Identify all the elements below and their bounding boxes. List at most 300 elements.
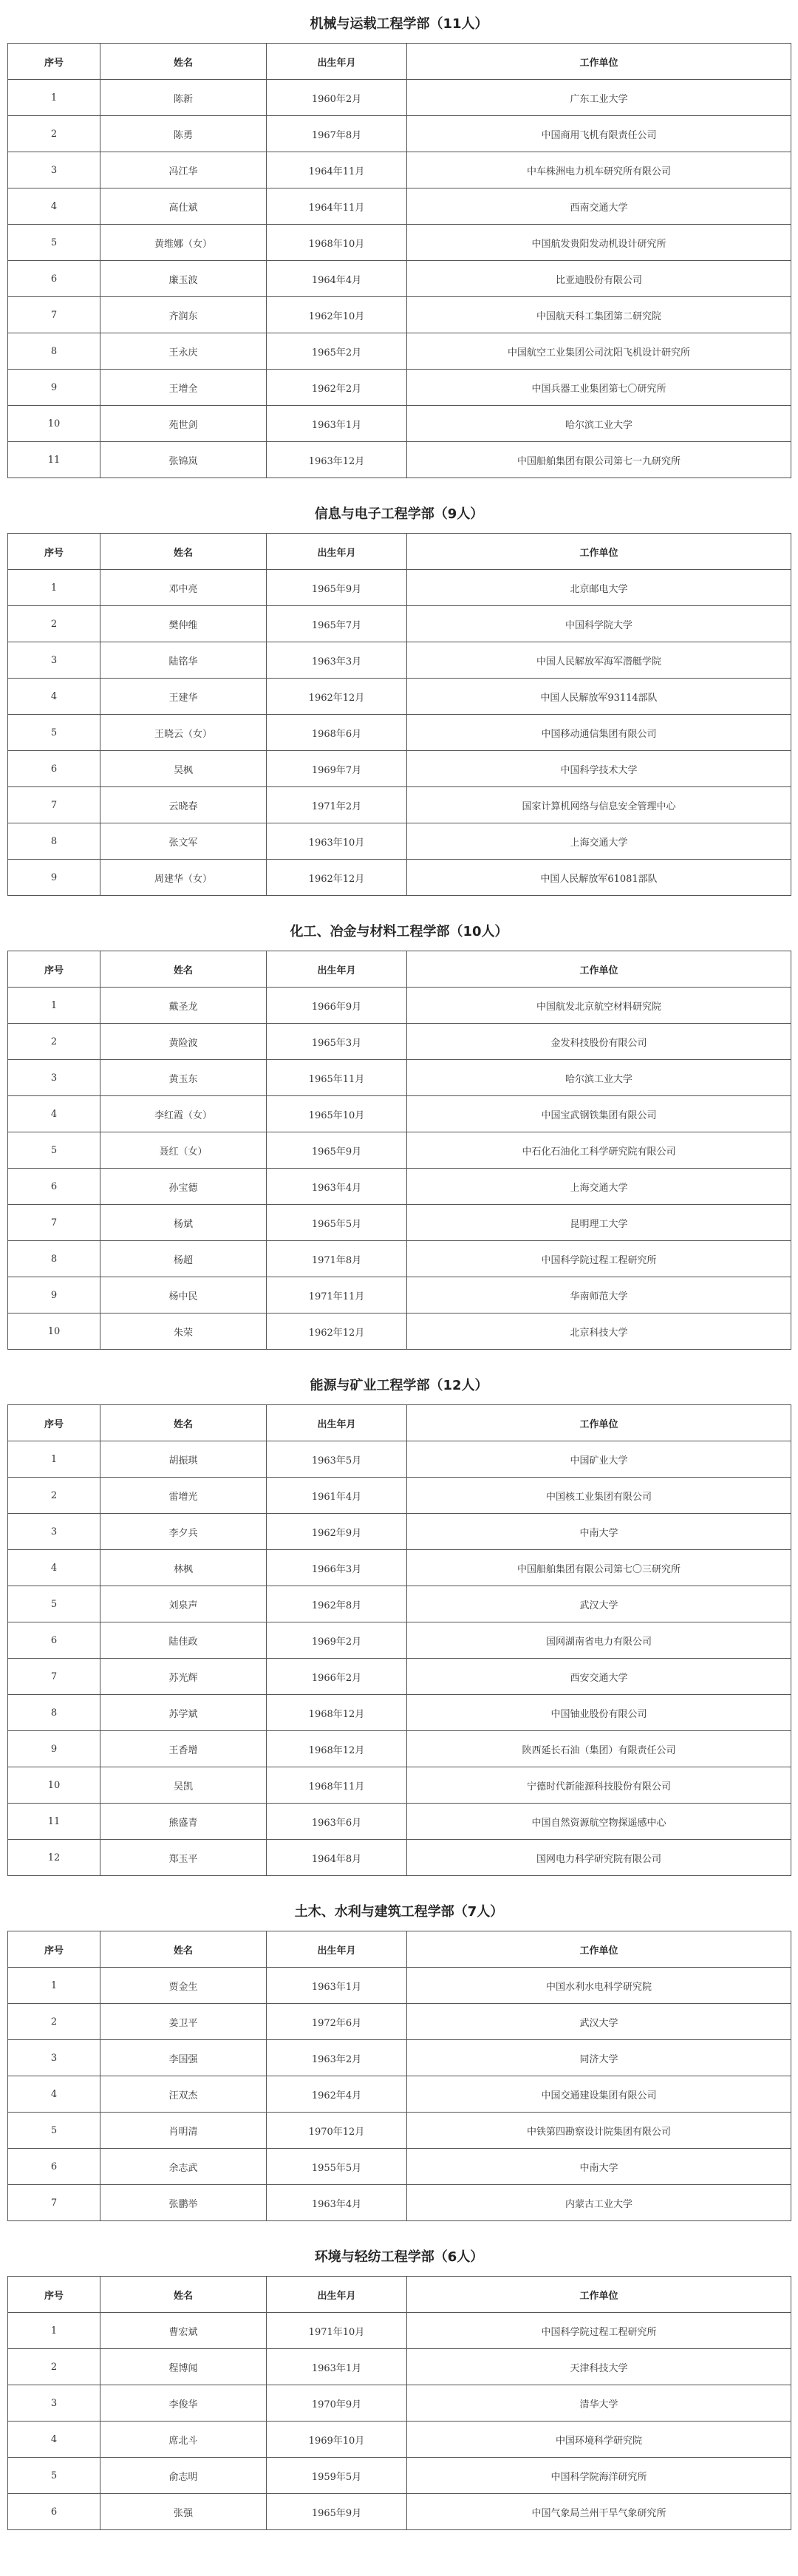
cell-employer: 内蒙古工业大学 (407, 2185, 791, 2221)
cell-name: 杨斌 (100, 1205, 267, 1241)
header-name: 姓名 (100, 44, 267, 80)
cell-employer: 中国人民解放军93114部队 (407, 679, 791, 715)
cell-index: 7 (8, 1659, 100, 1695)
header-employer: 工作单位 (407, 534, 791, 570)
cell-birth: 1961年4月 (267, 1478, 407, 1514)
cell-index: 4 (8, 1550, 100, 1586)
cell-index: 5 (8, 2113, 100, 2149)
section (0, 1375, 798, 1876)
cell-birth: 1971年10月 (267, 2313, 407, 2349)
cell-birth: 1963年1月 (267, 1968, 407, 2004)
cell-name: 聂红（女） (100, 1132, 267, 1169)
cell-employer: 中国铀业股份有限公司 (407, 1695, 791, 1731)
cell-employer: 北京科技大学 (407, 1314, 791, 1350)
cell-birth: 1968年10月 (267, 225, 407, 261)
cell-index: 1 (8, 988, 100, 1024)
cell-index: 7 (8, 297, 100, 333)
cell-employer: 北京邮电大学 (407, 570, 791, 606)
cell-birth: 1969年7月 (267, 751, 407, 787)
header-name: 姓名 (100, 1405, 267, 1441)
table-row (8, 1060, 791, 1096)
section (0, 1901, 798, 2221)
cell-employer: 中国自然资源航空物探遥感中心 (407, 1804, 791, 1840)
cell-employer: 中国宝武钢铁集团有限公司 (407, 1096, 791, 1132)
table-row (8, 80, 791, 116)
cell-name: 樊仲维 (100, 606, 267, 642)
cell-index: 6 (8, 2494, 100, 2530)
cell-employer: 中国移动通信集团有限公司 (407, 715, 791, 751)
cell-name: 苏学斌 (100, 1695, 267, 1731)
cell-employer: 中南大学 (407, 1514, 791, 1550)
cell-birth: 1968年12月 (267, 1731, 407, 1767)
cell-name: 陆佳政 (100, 1622, 267, 1659)
cell-index: 7 (8, 787, 100, 823)
cell-birth: 1970年12月 (267, 2113, 407, 2149)
table-row (8, 1804, 791, 1840)
cell-birth: 1972年6月 (267, 2004, 407, 2040)
cell-index: 2 (8, 116, 100, 152)
cell-birth: 1965年9月 (267, 570, 407, 606)
table-row (8, 1622, 791, 1659)
cell-birth: 1965年2月 (267, 333, 407, 370)
header-employer: 工作单位 (407, 1931, 791, 1968)
cell-name: 张锦岚 (100, 442, 267, 478)
cell-name: 张文军 (100, 823, 267, 860)
table-row (8, 188, 791, 225)
table-row (8, 2494, 791, 2530)
header-employer: 工作单位 (407, 2277, 791, 2313)
cell-index: 7 (8, 1205, 100, 1241)
cell-birth: 1963年10月 (267, 823, 407, 860)
cell-name: 王香增 (100, 1731, 267, 1767)
cell-index: 4 (8, 2422, 100, 2458)
table-row (8, 2185, 791, 2221)
cell-employer: 哈尔滨工业大学 (407, 406, 791, 442)
header-birth: 出生年月 (267, 44, 407, 80)
roster-table (7, 43, 791, 478)
table-row (8, 860, 791, 896)
cell-name: 贾金生 (100, 1968, 267, 2004)
header-name: 姓名 (100, 1931, 267, 1968)
cell-birth: 1971年11月 (267, 1277, 407, 1314)
table-row (8, 152, 791, 188)
table-row (8, 1659, 791, 1695)
header-row (8, 44, 791, 80)
cell-index: 3 (8, 152, 100, 188)
table-row (8, 116, 791, 152)
roster-table (7, 1404, 791, 1876)
cell-birth: 1962年9月 (267, 1514, 407, 1550)
cell-name: 高仕斌 (100, 188, 267, 225)
header-index: 序号 (8, 951, 100, 988)
cell-birth: 1970年9月 (267, 2385, 407, 2422)
table-row (8, 1096, 791, 1132)
table-row (8, 715, 791, 751)
cell-employer: 国家计算机网络与信息安全管理中心 (407, 787, 791, 823)
cell-employer: 西南交通大学 (407, 188, 791, 225)
cell-birth: 1966年2月 (267, 1659, 407, 1695)
cell-name: 冯江华 (100, 152, 267, 188)
section-title: 能源与矿业工程学部（12人） (310, 1378, 488, 1393)
cell-birth: 1964年4月 (267, 261, 407, 297)
cell-index: 1 (8, 2313, 100, 2349)
header-birth: 出生年月 (267, 1405, 407, 1441)
table-row (8, 2040, 791, 2076)
cell-index: 10 (8, 1314, 100, 1350)
cell-birth: 1965年7月 (267, 606, 407, 642)
table-row (8, 787, 791, 823)
cell-index: 6 (8, 1169, 100, 1205)
cell-index: 6 (8, 751, 100, 787)
cell-index: 9 (8, 860, 100, 896)
cell-birth: 1963年1月 (267, 406, 407, 442)
header-index: 序号 (8, 1405, 100, 1441)
cell-employer: 中国船舶集团有限公司第七〇三研究所 (407, 1550, 791, 1586)
header-index: 序号 (8, 1931, 100, 1968)
cell-employer: 中铁第四勘察设计院集团有限公司 (407, 2113, 791, 2149)
cell-name: 苑世剑 (100, 406, 267, 442)
cell-employer: 中国水利水电科学研究院 (407, 1968, 791, 2004)
cell-employer: 武汉大学 (407, 1586, 791, 1622)
cell-index: 7 (8, 2185, 100, 2221)
cell-employer: 中国船舶集团有限公司第七一九研究所 (407, 442, 791, 478)
cell-birth: 1966年3月 (267, 1550, 407, 1586)
section (0, 921, 798, 1350)
cell-birth: 1968年6月 (267, 715, 407, 751)
cell-index: 3 (8, 2040, 100, 2076)
cell-employer: 华南师范大学 (407, 1277, 791, 1314)
cell-birth: 1960年2月 (267, 80, 407, 116)
cell-employer: 中国兵器工业集团第七〇研究所 (407, 370, 791, 406)
cell-name: 吴凯 (100, 1767, 267, 1804)
table-row (8, 2349, 791, 2385)
header-row (8, 2277, 791, 2313)
table-row (8, 1968, 791, 2004)
roster-table (7, 951, 791, 1350)
cell-birth: 1971年2月 (267, 787, 407, 823)
cell-index: 3 (8, 1060, 100, 1096)
cell-employer: 中国核工业集团有限公司 (407, 1478, 791, 1514)
cell-index: 1 (8, 570, 100, 606)
cell-employer: 同济大学 (407, 2040, 791, 2076)
cell-index: 10 (8, 406, 100, 442)
roster-table (7, 1931, 791, 2221)
section-title: 土木、水利与建筑工程学部（7人） (294, 1904, 504, 1920)
cell-index: 8 (8, 1241, 100, 1277)
header-birth: 出生年月 (267, 951, 407, 988)
cell-name: 姜卫平 (100, 2004, 267, 2040)
cell-employer: 中国商用飞机有限责任公司 (407, 116, 791, 152)
cell-name: 熊盛青 (100, 1804, 267, 1840)
cell-name: 齐润东 (100, 297, 267, 333)
cell-employer: 中国航发贵阳发动机设计研究所 (407, 225, 791, 261)
cell-employer: 中国人民解放军海军潜艇学院 (407, 642, 791, 679)
cell-employer: 昆明理工大学 (407, 1205, 791, 1241)
cell-name: 余志武 (100, 2149, 267, 2185)
cell-name: 陆铭华 (100, 642, 267, 679)
cell-employer: 中国科学院过程工程研究所 (407, 2313, 791, 2349)
cell-name: 程博闻 (100, 2349, 267, 2385)
table-row (8, 225, 791, 261)
table-row (8, 1840, 791, 1876)
cell-index: 2 (8, 1024, 100, 1060)
cell-employer: 国网湖南省电力有限公司 (407, 1622, 791, 1659)
table-row (8, 570, 791, 606)
cell-index: 3 (8, 2385, 100, 2422)
section (0, 2246, 798, 2530)
cell-name: 王晓云（女） (100, 715, 267, 751)
section (0, 503, 798, 896)
cell-employer: 中国交通建设集团有限公司 (407, 2076, 791, 2113)
table-row (8, 2076, 791, 2113)
cell-birth: 1962年4月 (267, 2076, 407, 2113)
cell-employer: 国网电力科学研究院有限公司 (407, 1840, 791, 1876)
section-title: 环境与轻纺工程学部（6人） (314, 2249, 484, 2265)
cell-employer: 武汉大学 (407, 2004, 791, 2040)
cell-employer: 中国航天科工集团第二研究院 (407, 297, 791, 333)
cell-name: 云晓春 (100, 787, 267, 823)
section-title: 化工、冶金与材料工程学部（10人） (290, 924, 508, 939)
cell-birth: 1962年8月 (267, 1586, 407, 1622)
cell-index: 4 (8, 188, 100, 225)
cell-index: 5 (8, 1132, 100, 1169)
cell-employer: 哈尔滨工业大学 (407, 1060, 791, 1096)
cell-birth: 1963年1月 (267, 2349, 407, 2385)
table-row (8, 2313, 791, 2349)
cell-index: 11 (8, 1804, 100, 1840)
cell-name: 朱荣 (100, 1314, 267, 1350)
cell-index: 10 (8, 1767, 100, 1804)
header-index: 序号 (8, 44, 100, 80)
header-birth: 出生年月 (267, 2277, 407, 2313)
table-row (8, 2458, 791, 2494)
cell-name: 曹宏斌 (100, 2313, 267, 2349)
cell-name: 李红霞（女） (100, 1096, 267, 1132)
cell-name: 周建华（女） (100, 860, 267, 896)
cell-employer: 中国科学院大学 (407, 606, 791, 642)
cell-index: 2 (8, 606, 100, 642)
cell-index: 8 (8, 823, 100, 860)
cell-birth: 1959年5月 (267, 2458, 407, 2494)
table-row (8, 1550, 791, 1586)
cell-birth: 1962年2月 (267, 370, 407, 406)
cell-employer: 广东工业大学 (407, 80, 791, 116)
table-row (8, 1132, 791, 1169)
cell-name: 林枫 (100, 1550, 267, 1586)
table-row (8, 2422, 791, 2458)
table-row (8, 679, 791, 715)
cell-index: 5 (8, 225, 100, 261)
table-row (8, 1767, 791, 1804)
cell-name: 廉玉波 (100, 261, 267, 297)
cell-birth: 1962年10月 (267, 297, 407, 333)
header-birth: 出生年月 (267, 534, 407, 570)
cell-index: 5 (8, 715, 100, 751)
cell-employer: 天津科技大学 (407, 2349, 791, 2385)
cell-index: 9 (8, 1277, 100, 1314)
cell-index: 1 (8, 1968, 100, 2004)
table-row (8, 406, 791, 442)
cell-employer: 宁德时代新能源科技股份有限公司 (407, 1767, 791, 1804)
cell-name: 王永庆 (100, 333, 267, 370)
cell-birth: 1969年2月 (267, 1622, 407, 1659)
cell-index: 9 (8, 1731, 100, 1767)
header-name: 姓名 (100, 951, 267, 988)
table-row (8, 333, 791, 370)
cell-name: 苏光辉 (100, 1659, 267, 1695)
header-index: 序号 (8, 534, 100, 570)
roster-table (7, 533, 791, 896)
cell-name: 郑玉平 (100, 1840, 267, 1876)
table-row (8, 442, 791, 478)
cell-employer: 中国科学院海洋研究所 (407, 2458, 791, 2494)
cell-employer: 金发科技股份有限公司 (407, 1024, 791, 1060)
roster-table (7, 2276, 791, 2530)
table-row (8, 1695, 791, 1731)
cell-name: 俞志明 (100, 2458, 267, 2494)
cell-index: 4 (8, 679, 100, 715)
cell-birth: 1963年2月 (267, 2040, 407, 2076)
cell-employer: 中国矿业大学 (407, 1441, 791, 1478)
cell-name: 邓中亮 (100, 570, 267, 606)
cell-name: 刘泉声 (100, 1586, 267, 1622)
cell-name: 黄玉东 (100, 1060, 267, 1096)
table-row (8, 988, 791, 1024)
cell-birth: 1965年3月 (267, 1024, 407, 1060)
cell-birth: 1962年12月 (267, 1314, 407, 1350)
cell-index: 8 (8, 1695, 100, 1731)
table-row (8, 1514, 791, 1550)
cell-employer: 中国科学技术大学 (407, 751, 791, 787)
cell-employer: 西安交通大学 (407, 1659, 791, 1695)
table-row (8, 823, 791, 860)
cell-birth: 1955年5月 (267, 2149, 407, 2185)
cell-name: 孙宝德 (100, 1169, 267, 1205)
cell-name: 王建华 (100, 679, 267, 715)
cell-birth: 1971年8月 (267, 1241, 407, 1277)
cell-employer: 中国环境科学研究院 (407, 2422, 791, 2458)
cell-index: 2 (8, 2349, 100, 2385)
cell-birth: 1963年4月 (267, 1169, 407, 1205)
cell-name: 胡振琪 (100, 1441, 267, 1478)
cell-employer: 陕西延长石油（集团）有限责任公司 (407, 1731, 791, 1767)
cell-name: 席北斗 (100, 2422, 267, 2458)
cell-employer: 中国科学院过程工程研究所 (407, 1241, 791, 1277)
cell-birth: 1965年10月 (267, 1096, 407, 1132)
cell-birth: 1964年11月 (267, 188, 407, 225)
cell-birth: 1965年9月 (267, 1132, 407, 1169)
cell-index: 12 (8, 1840, 100, 1876)
cell-employer: 清华大学 (407, 2385, 791, 2422)
table-row (8, 370, 791, 406)
cell-name: 戴圣龙 (100, 988, 267, 1024)
table-row (8, 1277, 791, 1314)
cell-birth: 1963年4月 (267, 2185, 407, 2221)
cell-index: 3 (8, 1514, 100, 1550)
header-row (8, 1405, 791, 1441)
cell-birth: 1967年8月 (267, 116, 407, 152)
table-row (8, 297, 791, 333)
cell-name: 李俊华 (100, 2385, 267, 2422)
cell-index: 2 (8, 1478, 100, 1514)
table-row (8, 2385, 791, 2422)
cell-birth: 1962年12月 (267, 679, 407, 715)
cell-employer: 中国气象局兰州干旱气象研究所 (407, 2494, 791, 2530)
cell-birth: 1964年8月 (267, 1840, 407, 1876)
cell-index: 3 (8, 642, 100, 679)
table-row (8, 2149, 791, 2185)
cell-birth: 1966年9月 (267, 988, 407, 1024)
table-row (8, 2004, 791, 2040)
cell-name: 杨中民 (100, 1277, 267, 1314)
cell-employer: 中国航发北京航空材料研究院 (407, 988, 791, 1024)
header-row (8, 1931, 791, 1968)
header-index: 序号 (8, 2277, 100, 2313)
cell-birth: 1963年5月 (267, 1441, 407, 1478)
header-row (8, 534, 791, 570)
cell-birth: 1968年12月 (267, 1695, 407, 1731)
cell-birth: 1969年10月 (267, 2422, 407, 2458)
cell-name: 张鹏举 (100, 2185, 267, 2221)
header-employer: 工作单位 (407, 1405, 791, 1441)
section-title: 机械与运载工程学部（11人） (310, 16, 488, 32)
cell-index: 1 (8, 1441, 100, 1478)
table-row (8, 1205, 791, 1241)
cell-name: 汪双杰 (100, 2076, 267, 2113)
section-title: 信息与电子工程学部（9人） (314, 506, 484, 522)
cell-index: 8 (8, 333, 100, 370)
cell-birth: 1965年11月 (267, 1060, 407, 1096)
header-row (8, 951, 791, 988)
cell-index: 5 (8, 2458, 100, 2494)
table-row (8, 261, 791, 297)
cell-employer: 中车株洲电力机车研究所有限公司 (407, 152, 791, 188)
table-row (8, 1441, 791, 1478)
cell-index: 2 (8, 2004, 100, 2040)
table-row (8, 1478, 791, 1514)
table-row (8, 1314, 791, 1350)
cell-employer: 中石化石油化工科学研究院有限公司 (407, 1132, 791, 1169)
cell-name: 陈勇 (100, 116, 267, 152)
cell-name: 雷增光 (100, 1478, 267, 1514)
cell-birth: 1965年9月 (267, 2494, 407, 2530)
cell-index: 11 (8, 442, 100, 478)
cell-name: 黄维娜（女） (100, 225, 267, 261)
table-row (8, 1024, 791, 1060)
cell-name: 吴枫 (100, 751, 267, 787)
cell-index: 6 (8, 1622, 100, 1659)
cell-name: 陈新 (100, 80, 267, 116)
cell-index: 1 (8, 80, 100, 116)
cell-birth: 1965年5月 (267, 1205, 407, 1241)
cell-name: 杨超 (100, 1241, 267, 1277)
table-row (8, 751, 791, 787)
cell-employer: 中国人民解放军61081部队 (407, 860, 791, 896)
cell-name: 李国强 (100, 2040, 267, 2076)
cell-birth: 1963年12月 (267, 442, 407, 478)
cell-index: 6 (8, 261, 100, 297)
table-row (8, 642, 791, 679)
cell-name: 张强 (100, 2494, 267, 2530)
header-birth: 出生年月 (267, 1931, 407, 1968)
table-row (8, 1586, 791, 1622)
cell-birth: 1968年11月 (267, 1767, 407, 1804)
cell-employer: 中国航空工业集团公司沈阳飞机设计研究所 (407, 333, 791, 370)
header-employer: 工作单位 (407, 44, 791, 80)
cell-birth: 1962年12月 (267, 860, 407, 896)
cell-index: 4 (8, 2076, 100, 2113)
table-row (8, 2113, 791, 2149)
